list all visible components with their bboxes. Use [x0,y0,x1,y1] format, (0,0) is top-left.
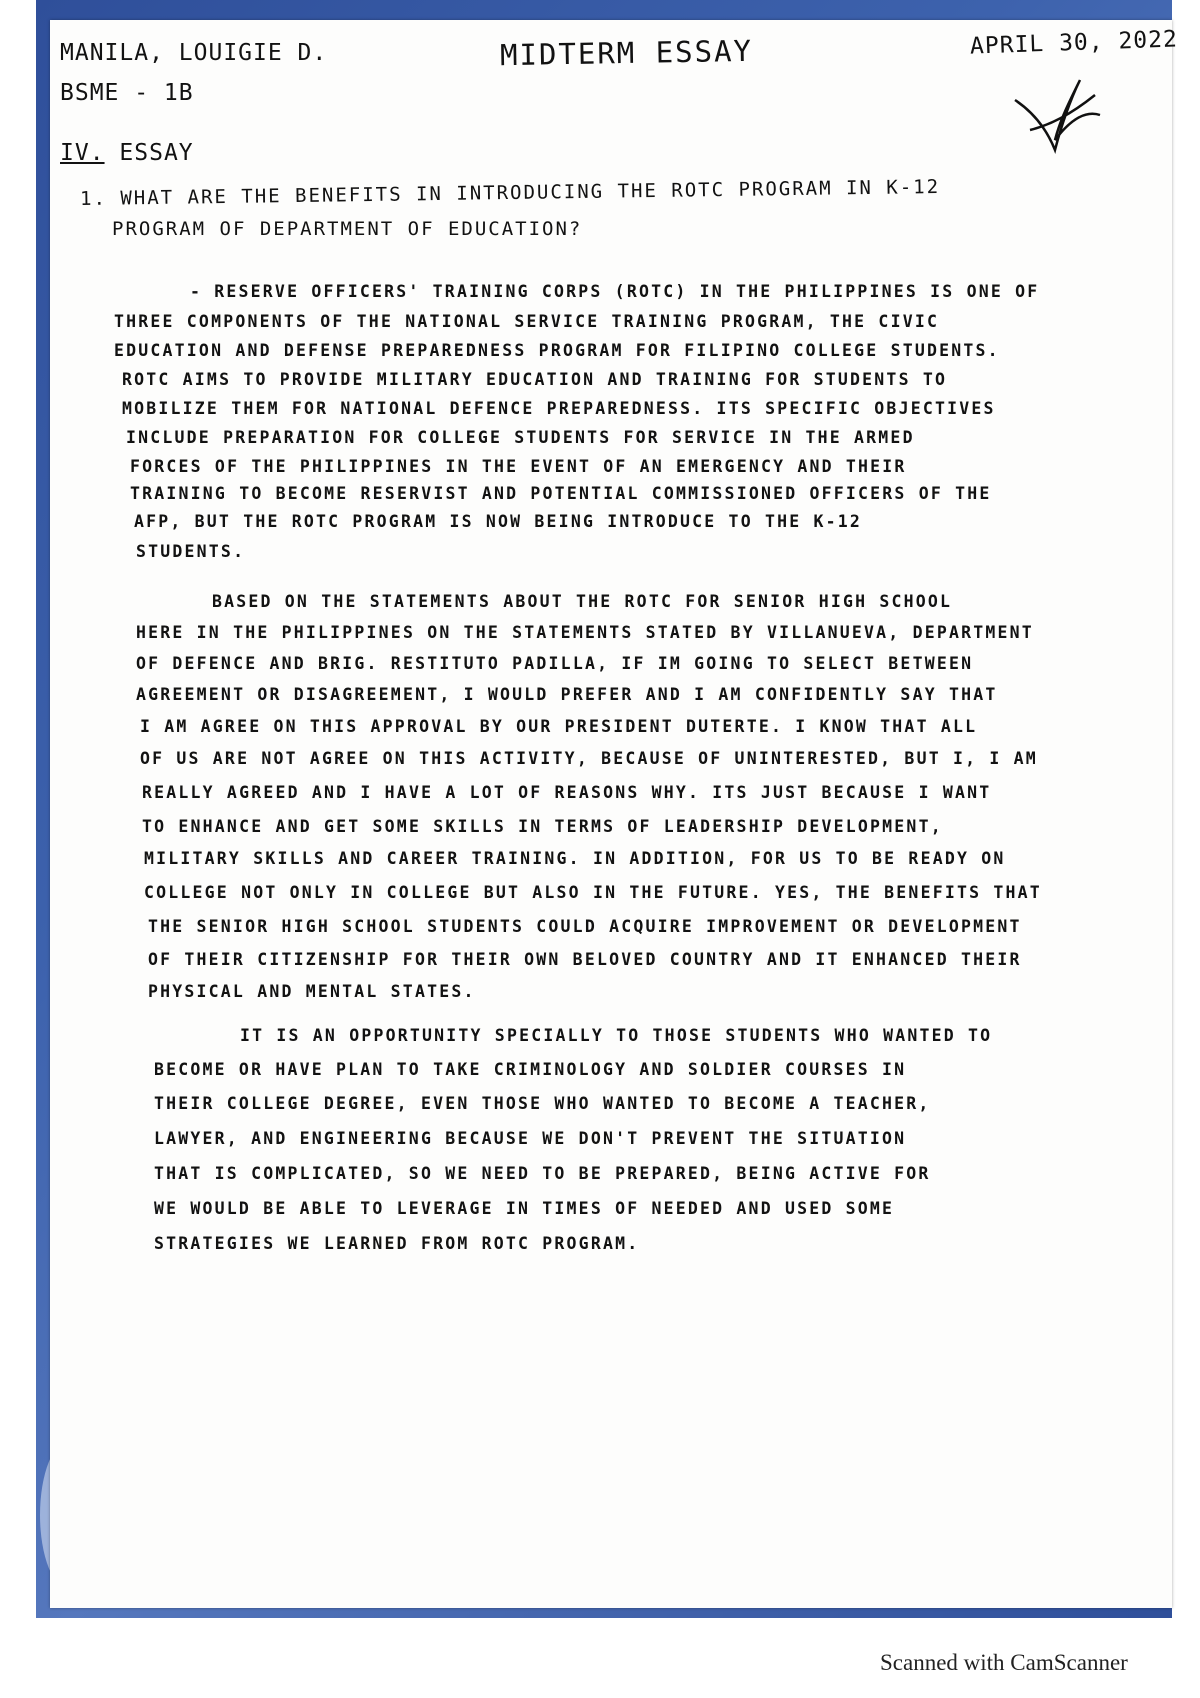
essay-line: HERE IN THE PHILIPPINES ON THE STATEMENTS STATED BY VILLANUEVA, DEPARTMENT [136,623,1034,642]
essay-line: EDUCATION AND DEFENSE PREPAREDNESS PROGRAM FOR FILIPINO COLLEGE STUDENTS. [114,341,1000,360]
student-name: MANILA, LOUIGIE D. [60,40,328,66]
essay-line: BASED ON THE STATEMENTS ABOUT THE ROTC FOR SENIOR HIGH SCHOOL [212,592,953,611]
essay-line: OF THEIR CITIZENSHIP FOR THEIR OWN BELOVED COUNTRY AND IT ENHANCED THEIR [148,950,1022,969]
essay-line: TO ENHANCE AND GET SOME SKILLS IN TERMS OF LEADERSHIP DEVELOPMENT, [142,817,943,836]
page-title: MIDTERM ESSAY [499,33,754,73]
essay-line: I AM AGREE ON THIS APPROVAL BY OUR PRESIDENT DUTERTE. I KNOW THAT ALL [140,717,978,736]
essay-line: INCLUDE PREPARATION FOR COLLEGE STUDENTS FOR SERVICE IN THE ARMED [126,428,915,447]
signature [1000,70,1110,170]
question-line: PROGRAM OF DEPARTMENT OF EDUCATION? [112,218,583,240]
essay-line: BECOME OR HAVE PLAN TO TAKE CRIMINOLOGY AND SOLDIER COURSES IN [154,1060,907,1079]
part-label: ESSAY [119,140,194,166]
scanner-watermark: Scanned with CamScanner [880,1650,1128,1675]
part-heading [60,140,194,166]
essay-line: THREE COMPONENTS OF THE NATIONAL SERVICE TRAINING PROGRAM, THE CIVIC [114,312,940,331]
essay-line: STUDENTS. [136,542,246,561]
essay-line: TRAINING TO BECOME RESERVIST AND POTENTIAL COMMISSIONED OFFICERS OF THE [130,484,992,503]
essay-line: OF DEFENCE AND BRIG. RESTITUTO PADILLA, IF IM GOING TO SELECT BETWEEN [136,654,974,673]
paper-sheet [50,20,1179,1608]
essay-line: REALLY AGREED AND I HAVE A LOT OF REASONS WHY. ITS JUST BECAUSE I WANT [142,783,992,802]
essay-line: - RESERVE OFFICERS' TRAINING CORPS (ROTC) IN THE PHILIPPINES IS ONE OF [190,282,1040,301]
essay-line: STRATEGIES WE LEARNED FROM ROTC PROGRAM. [154,1234,640,1253]
essay-line: THE SENIOR HIGH SCHOOL STUDENTS COULD ACQUIRE IMPROVEMENT OR DEVELOPMENT [148,917,1022,936]
essay-line: THAT IS COMPLICATED, SO WE NEED TO BE PREPARED, BEING ACTIVE FOR [154,1164,931,1183]
essay-line: COLLEGE NOT ONLY IN COLLEGE BUT ALSO IN THE FUTURE. YES, THE BENEFITS THAT [144,883,1042,902]
essay-line: MILITARY SKILLS AND CAREER TRAINING. IN ADDITION, FOR US TO BE READY ON [144,849,1006,868]
essay-line: AGREEMENT OR DISAGREEMENT, I WOULD PREFER AND I AM CONFIDENTLY SAY THAT [136,685,998,704]
essay-line: FORCES OF THE PHILIPPINES IN THE EVENT OF AN EMERGENCY AND THEIR [130,457,907,476]
essay-line: ROTC AIMS TO PROVIDE MILITARY EDUCATION AND TRAINING FOR STUDENTS TO [122,370,948,389]
question-line: 1. WHAT ARE THE BENEFITS IN INTRODUCING THE ROTC PROGRAM IN K-12 [79,175,941,211]
essay-line: OF US ARE NOT AGREE ON THIS ACTIVITY, BECAUSE OF UNINTERESTED, BUT I, I AM [140,749,1038,768]
essay-line: IT IS AN OPPORTUNITY SPECIALLY TO THOSE STUDENTS WHO WANTED TO [240,1026,993,1045]
essay-line: PHYSICAL AND MENTAL STATES. [148,982,476,1001]
essay-line: MOBILIZE THEM FOR NATIONAL DEFENCE PREPAREDNESS. ITS SPECIFIC OBJECTIVES [122,399,996,418]
course-section: BSME - 1B [60,80,194,106]
essay-line: THEIR COLLEGE DEGREE, EVEN THOSE WHO WANTED TO BECOME A TEACHER, [154,1094,931,1113]
part-numeral: IV. [60,140,105,166]
essay-line: WE WOULD BE ABLE TO LEVERAGE IN TIMES OF NEEDED AND USED SOME [154,1199,895,1218]
essay-line: LAWYER, AND ENGINEERING BECAUSE WE DON'T PREVENT THE SITUATION [154,1129,907,1148]
essay-line: AFP, BUT THE ROTC PROGRAM IS NOW BEING INTRODUCE TO THE K-12 [134,512,863,531]
essay-date: APRIL 30, 2022 [969,26,1179,60]
